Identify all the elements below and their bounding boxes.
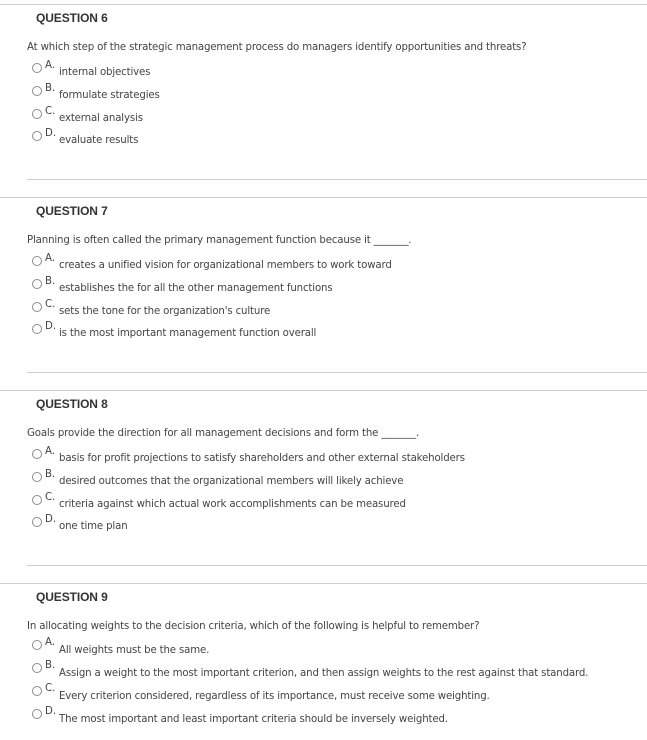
radio-button[interactable]: [32, 86, 42, 96]
question-title: QUESTION 9: [36, 590, 108, 604]
option-text: The most important and least important criteria should be inversely weighted.: [59, 714, 448, 725]
option-letter: A.: [45, 60, 56, 71]
option-a[interactable]: [32, 253, 632, 278]
option-letter: A.: [45, 253, 56, 264]
option-letter: B.: [45, 276, 56, 287]
option-letter: C.: [45, 492, 56, 503]
radio-button[interactable]: [32, 131, 42, 141]
option-b[interactable]: [32, 660, 632, 685]
divider: [0, 583, 647, 584]
option-text: basis for profit projections to satisfy shareholders and other external stakeholders: [59, 453, 465, 464]
option-b[interactable]: [32, 469, 632, 494]
option-letter: C.: [45, 683, 56, 694]
option-letter: C.: [45, 106, 56, 117]
radio-button[interactable]: [32, 472, 42, 482]
option-text: Assign a weight to the most important criterion, and then assign weights to the rest against that standard.: [59, 668, 589, 679]
question-text: Goals provide the direction for all management decisions and form the _______.: [27, 428, 420, 439]
question-text: At which step of the strategic management process do managers identify opportunities and threats?: [27, 42, 527, 53]
radio-button[interactable]: [32, 495, 42, 505]
radio-button[interactable]: [32, 709, 42, 719]
question-text: Planning is often called the primary management function because it _______.: [27, 235, 412, 246]
option-d[interactable]: [32, 514, 632, 539]
radio-button[interactable]: [32, 324, 42, 334]
option-letter: A.: [45, 446, 56, 457]
radio-button[interactable]: [32, 109, 42, 119]
radio-button[interactable]: [32, 63, 42, 73]
question-title: QUESTION 8: [36, 397, 108, 411]
radio-button[interactable]: [32, 279, 42, 289]
radio-button[interactable]: [32, 302, 42, 312]
option-letter: B.: [45, 469, 56, 480]
divider: [27, 565, 647, 566]
option-a[interactable]: [32, 446, 632, 471]
option-letter: D.: [45, 128, 57, 139]
radio-button[interactable]: [32, 517, 42, 527]
option-text: desired outcomes that the organizational members will likely achieve: [59, 476, 404, 487]
option-text: All weights must be the same.: [59, 645, 210, 656]
option-letter: B.: [45, 83, 56, 94]
option-letter: D.: [45, 514, 57, 525]
option-c[interactable]: [32, 299, 632, 324]
option-text: internal objectives: [59, 67, 151, 78]
option-d[interactable]: [32, 321, 632, 346]
option-text: sets the tone for the organization's culture: [59, 306, 271, 317]
option-text: evaluate results: [59, 135, 139, 146]
option-a[interactable]: [32, 637, 632, 662]
option-c[interactable]: [32, 492, 632, 517]
option-text: external analysis: [59, 113, 143, 124]
radio-button[interactable]: [32, 640, 42, 650]
option-letter: D.: [45, 706, 57, 717]
option-text: formulate strategies: [59, 90, 160, 101]
divider: [0, 197, 647, 198]
option-text: criteria against which actual work accomplishments can be measured: [59, 499, 406, 510]
option-c[interactable]: [32, 106, 632, 131]
option-text: Every criterion considered, regardless of its importance, must receive some weighting.: [59, 691, 490, 702]
option-text: creates a unified vision for organizational members to work toward: [59, 260, 392, 271]
divider: [27, 179, 647, 180]
radio-button[interactable]: [32, 663, 42, 673]
question-title: QUESTION 7: [36, 204, 108, 218]
question-title: QUESTION 6: [36, 11, 108, 25]
option-letter: A.: [45, 637, 56, 648]
top-divider: [0, 4, 647, 5]
option-text: one time plan: [59, 521, 128, 532]
option-b[interactable]: [32, 83, 632, 108]
option-b[interactable]: [32, 276, 632, 301]
radio-button[interactable]: [32, 256, 42, 266]
divider: [0, 390, 647, 391]
option-letter: B.: [45, 660, 56, 671]
option-text: establishes the for all the other management functions: [59, 283, 333, 294]
radio-button[interactable]: [32, 449, 42, 459]
question-text: In allocating weights to the decision criteria, which of the following is helpful to remember?: [27, 621, 480, 632]
option-d[interactable]: [32, 128, 632, 153]
option-c[interactable]: [32, 683, 632, 708]
option-a[interactable]: [32, 60, 632, 85]
radio-button[interactable]: [32, 686, 42, 696]
option-letter: C.: [45, 299, 56, 310]
option-d[interactable]: [32, 706, 632, 731]
option-letter: D.: [45, 321, 57, 332]
option-text: is the most important management function overall: [59, 328, 317, 339]
divider: [27, 372, 647, 373]
